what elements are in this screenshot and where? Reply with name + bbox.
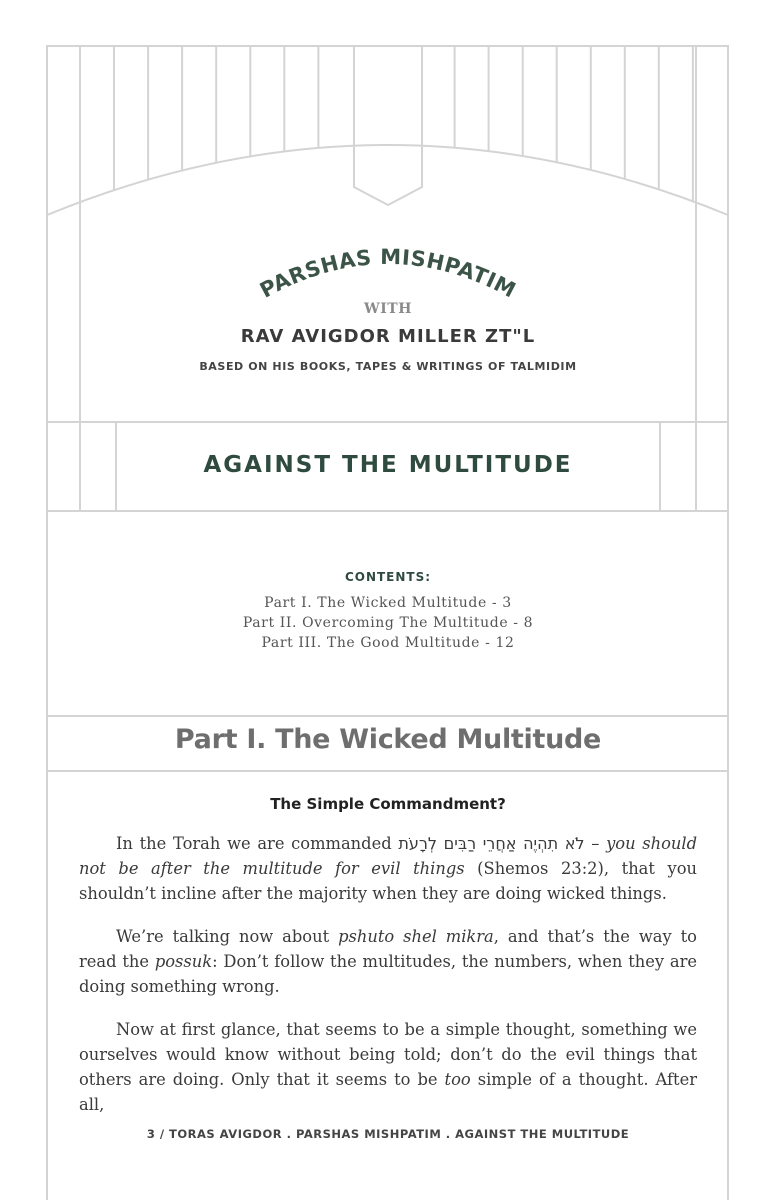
author-name: RAV AVIGDOR MILLER ZT"L [240,326,536,347]
main-title: AGAINST THE MULTITUDE [203,452,573,478]
text-run: We’re talking now about [116,927,339,946]
text-run: – [584,834,607,853]
paragraph-3 [79,1017,697,1117]
translation-italic: you should not be after the multitude for evil things [79,834,698,878]
contents-item: Part I. The Wicked Multitude - 3 [264,595,512,611]
section-heading: The Simple Commandment? [270,795,506,813]
contents-list [0,593,776,653]
paragraph-1 [79,831,697,906]
contents-label: CONTENTS: [344,570,432,584]
parsha-title-arc [0,0,776,320]
text-run: Now at first glance, that seems to be a simple thought, something we ourselves would know without being told; don’t do the evil things that others are doing. Only that it seems to be [79,1020,697,1089]
svg-text:PARSHAS MISHPATIM [256,245,520,303]
hebrew-quote: לֹא תִהְיֶה אַחֲרֵי רַבִּים לְרָעֹת [398,834,585,853]
with-label: WITH [364,301,412,317]
part-heading: Part I. The Wicked Multitude [174,724,602,755]
contents-item: Part III. The Good Multitude - 12 [261,635,515,651]
text-run: In the Torah we are commanded [116,834,399,853]
text-run: (Shemos 23:2), that you shouldn’t incline after the majority when they are doing wicked things. [79,859,697,903]
term-italic: possuk [154,952,213,971]
text-run: : Don’t follow the multitudes, the numbers, when they are doing something wrong. [79,952,698,996]
paragraph-2 [79,924,697,999]
body-text [79,831,697,1135]
contents-item: Part II. Overcoming The Multitude - 8 [242,615,534,631]
based-on-line: BASED ON HIS BOOKS, TAPES & WRITINGS OF TALMIDIM [199,360,577,373]
emphasis-italic: too [444,1070,471,1089]
page-footer: 3 / TORAS AVIGDOR . PARSHAS MISHPATIM . AGAINST THE MULTITUDE [146,1127,630,1141]
text-run: , and that’s the way to read the [79,927,697,971]
parsha-title: PARSHAS MISHPATIM [256,244,520,303]
text-run: simple of a thought. After all, [79,1070,697,1114]
term-italic: pshuto shel mikra [338,927,494,946]
